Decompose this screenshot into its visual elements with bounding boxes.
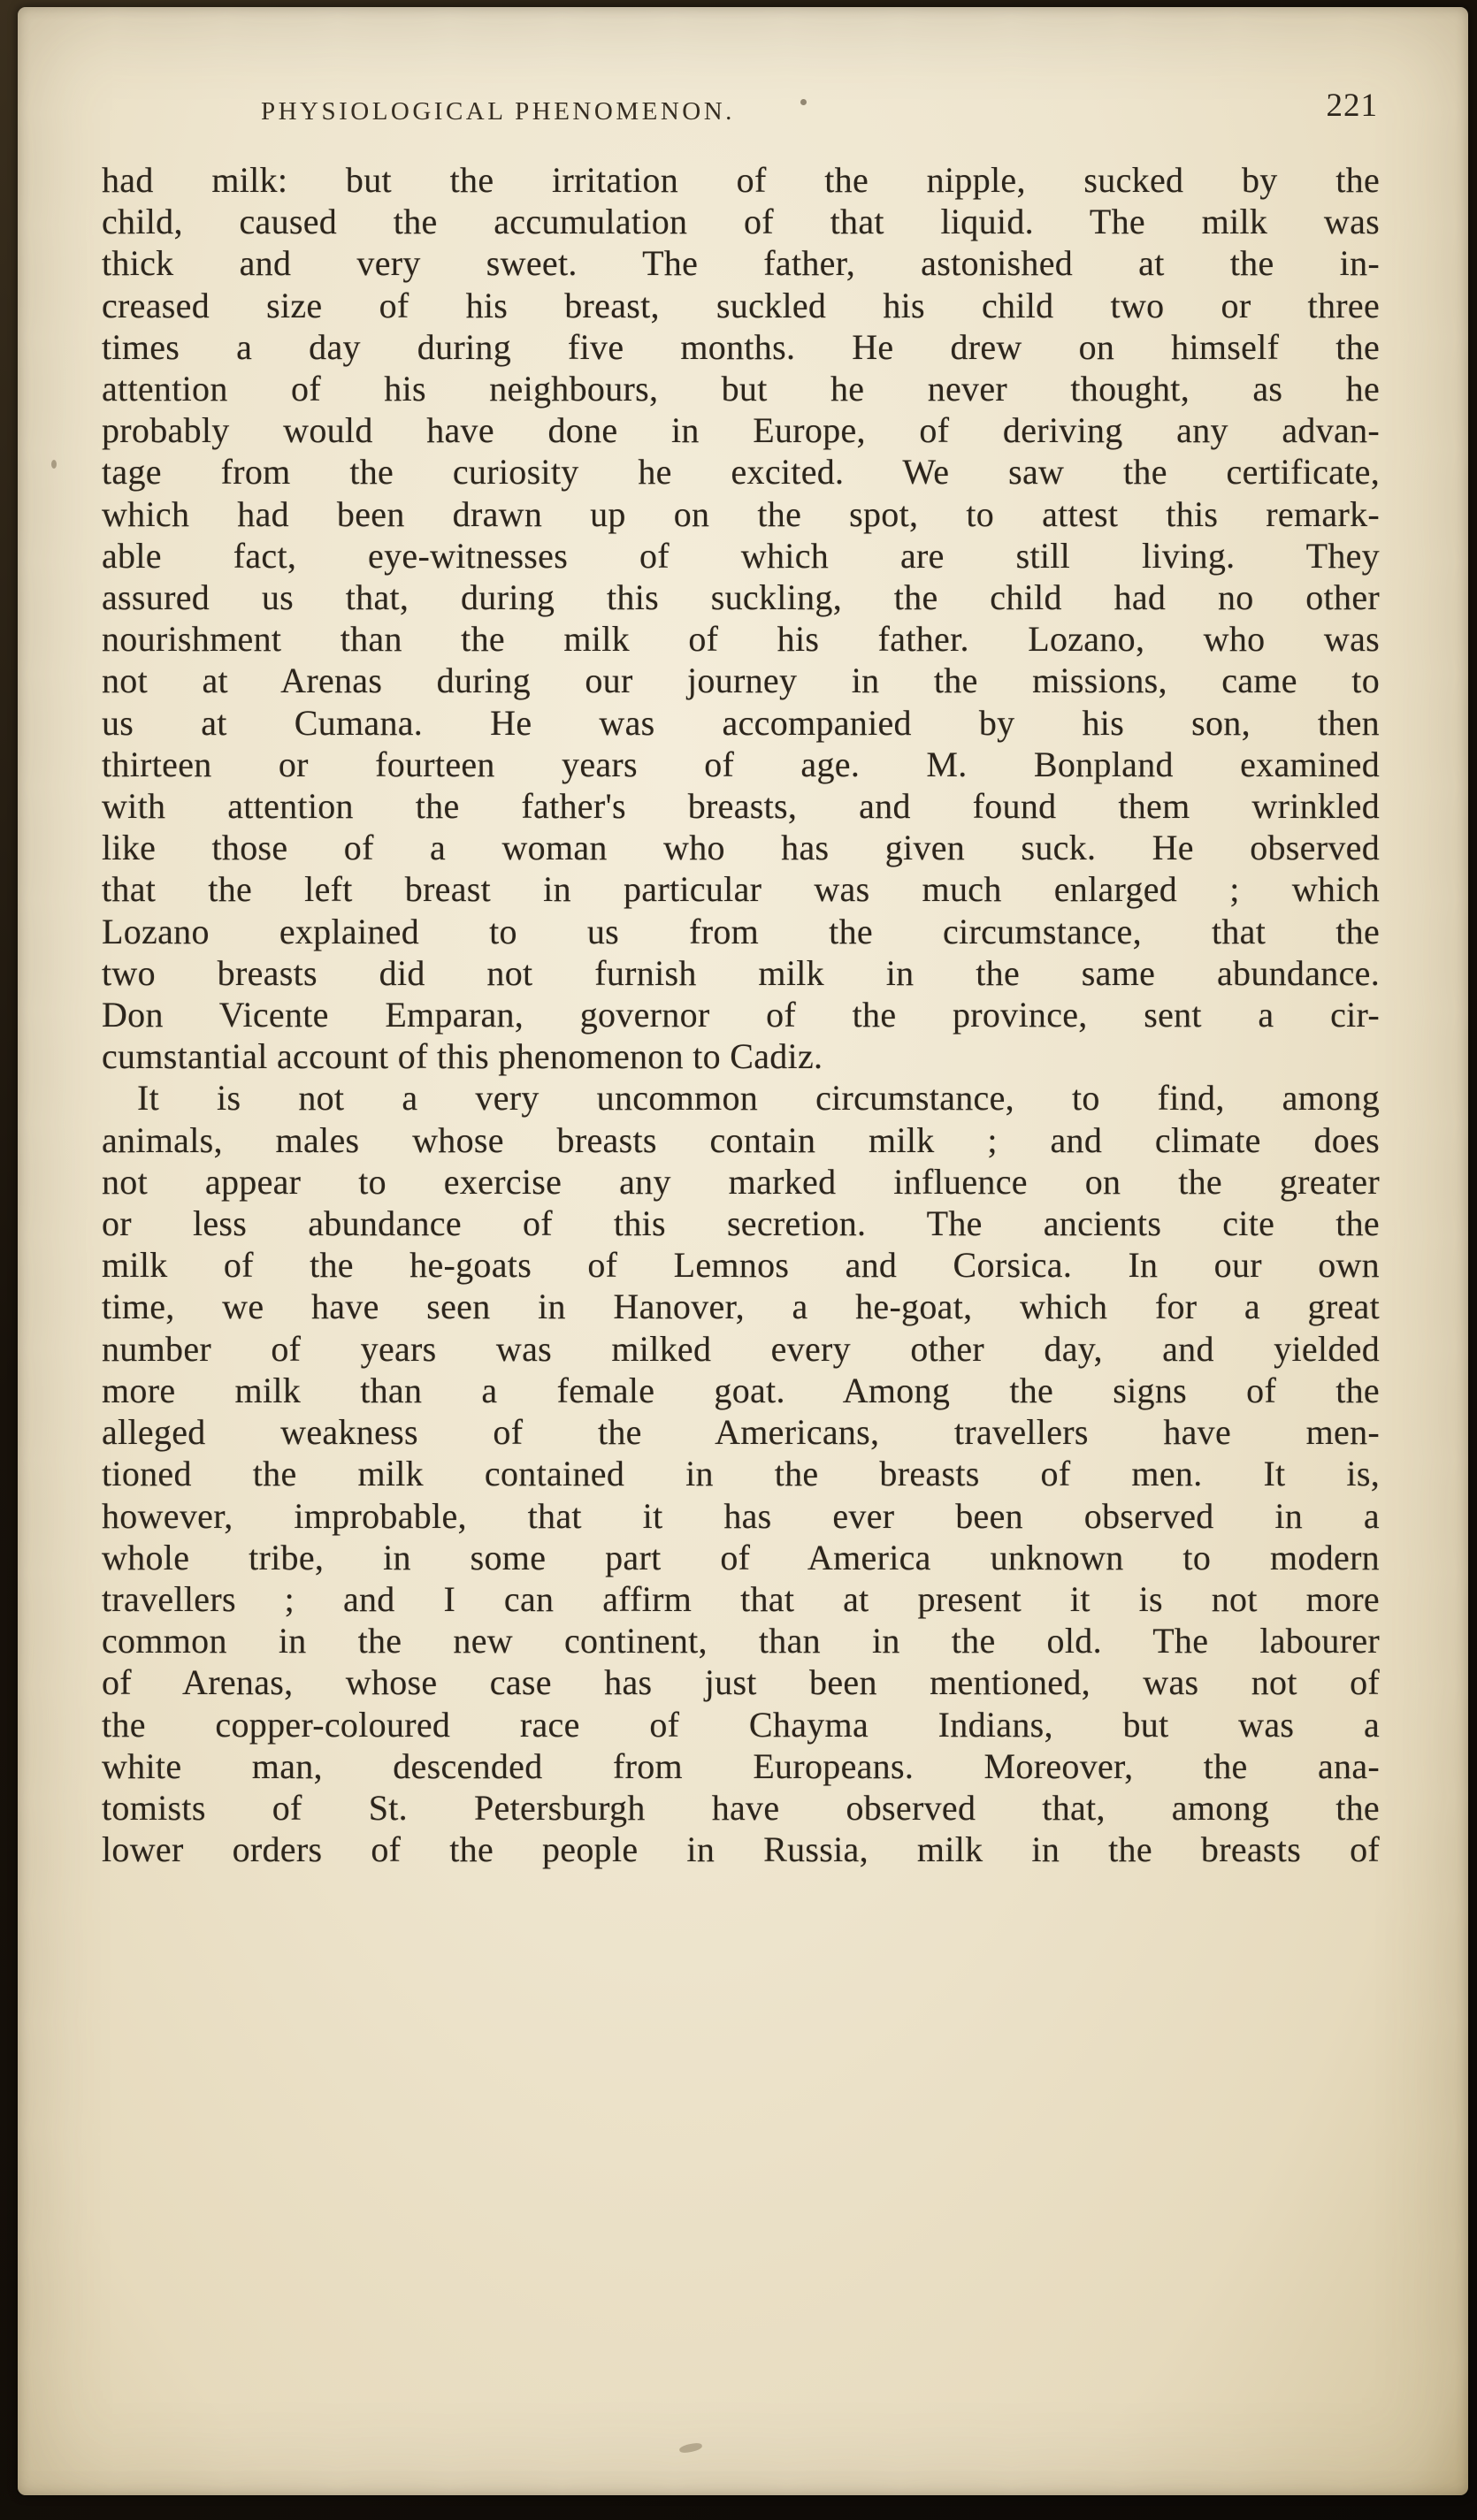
page-number: 221 xyxy=(1326,88,1378,124)
text-line: times a day during five months. He drew on himself the xyxy=(102,326,1380,367)
page-header xyxy=(102,88,1380,138)
text-line: lower orders of the people in Russia, milk in the breasts of xyxy=(102,1829,1380,1870)
text-line: not at Arenas during our journey in the missions, came to xyxy=(102,661,1380,701)
text-line: thick and very sweet. The father, astonished at the in- xyxy=(102,243,1380,284)
text-line: alleged weakness of the Americans, travellers have men- xyxy=(102,1412,1380,1453)
text-line: had milk: but the irritation of the nipple, sucked by the xyxy=(102,160,1380,200)
text-line: more milk than a female goat. Among the signs of the xyxy=(102,1370,1380,1410)
text-line: assured us that, during this suckling, the child had no other xyxy=(102,577,1380,618)
book-page xyxy=(18,7,1468,2495)
text-line-paragraph-end: cumstantial account of this phenomenon to Cadiz. xyxy=(102,1036,823,1077)
text-line: attention of his neighbours, but he never thought, as he xyxy=(102,369,1380,409)
text-line: travellers ; and I can affirm that at present it is not more xyxy=(102,1578,1380,1619)
text-line: time, we have seen in Hanover, a he-goat, which for a great xyxy=(102,1287,1380,1327)
text-line: milk of the he-goats of Lemnos and Corsica. In our own xyxy=(102,1245,1380,1286)
text-line: thirteen or fourteen years of age. M. Bonpland examined xyxy=(102,744,1380,784)
text-line: whole tribe, in some part of America unknown to modern xyxy=(102,1537,1380,1577)
text-line: tage from the curiosity he excited. We saw the certificate, xyxy=(102,452,1380,493)
scan-artifact-smudge xyxy=(678,2441,702,2454)
text-line: Lozano explained to us from the circumstance, that the xyxy=(102,911,1380,951)
text-line: number of years was milked every other day, and yielded xyxy=(102,1328,1380,1369)
text-line: or less abundance of this secretion. The ancients cite the xyxy=(102,1203,1380,1244)
text-line: not appear to exercise any marked influence on the greater xyxy=(102,1161,1380,1202)
text-line: able fact, eye-witnesses of which are still living. They xyxy=(102,535,1380,576)
text-line: which had been drawn up on the spot, to attest this remark- xyxy=(102,493,1380,534)
text-line: white man, descended from Europeans. Moreover, the ana- xyxy=(102,1745,1380,1786)
text-line: tomists of St. Petersburgh have observed that, among the xyxy=(102,1787,1380,1828)
text-line: probably would have done in Europe, of deriving any advan- xyxy=(102,410,1380,451)
text-line: creased size of his breast, suckled his child two or three xyxy=(102,285,1380,325)
text-line: child, caused the accumulation of that liquid. The milk was xyxy=(102,202,1380,242)
body-text xyxy=(102,159,1380,1870)
text-line-paragraph-start: It is not a very uncommon circumstance, to find, among xyxy=(137,1078,1380,1119)
scan-artifact-speck xyxy=(51,460,57,469)
text-line: like those of a woman who has given suck. He observed xyxy=(102,828,1380,868)
text-line: that the left breast in particular was much enlarged ; which xyxy=(102,869,1380,910)
text-line: of Arenas, whose case has just been mentioned, was not of xyxy=(102,1662,1380,1703)
text-line: nourishment than the milk of his father. Lozano, who was xyxy=(102,619,1380,660)
text-line: common in the new continent, than in the old. The labourer xyxy=(102,1621,1380,1661)
text-line: however, improbable, that it has ever been observed in a xyxy=(102,1495,1380,1536)
text-line: the copper-coloured race of Chayma Indians, but was a xyxy=(102,1704,1380,1745)
text-line: us at Cumana. He was accompanied by his son, then xyxy=(102,702,1380,743)
running-title: PHYSIOLOGICAL PHENOMENON. xyxy=(260,97,735,126)
text-line: two breasts did not furnish milk in the same abundance. xyxy=(102,952,1380,993)
text-line: tioned the milk contained in the breasts of men. It is, xyxy=(102,1454,1380,1494)
text-line: animals, males whose breasts contain milk ; and climate does xyxy=(102,1119,1380,1160)
text-line: Don Vicente Emparan, governor of the province, sent a cir- xyxy=(102,995,1380,1035)
text-line: with attention the father's breasts, and found them wrinkled xyxy=(102,786,1380,827)
scan-artifact-speck xyxy=(800,99,807,105)
